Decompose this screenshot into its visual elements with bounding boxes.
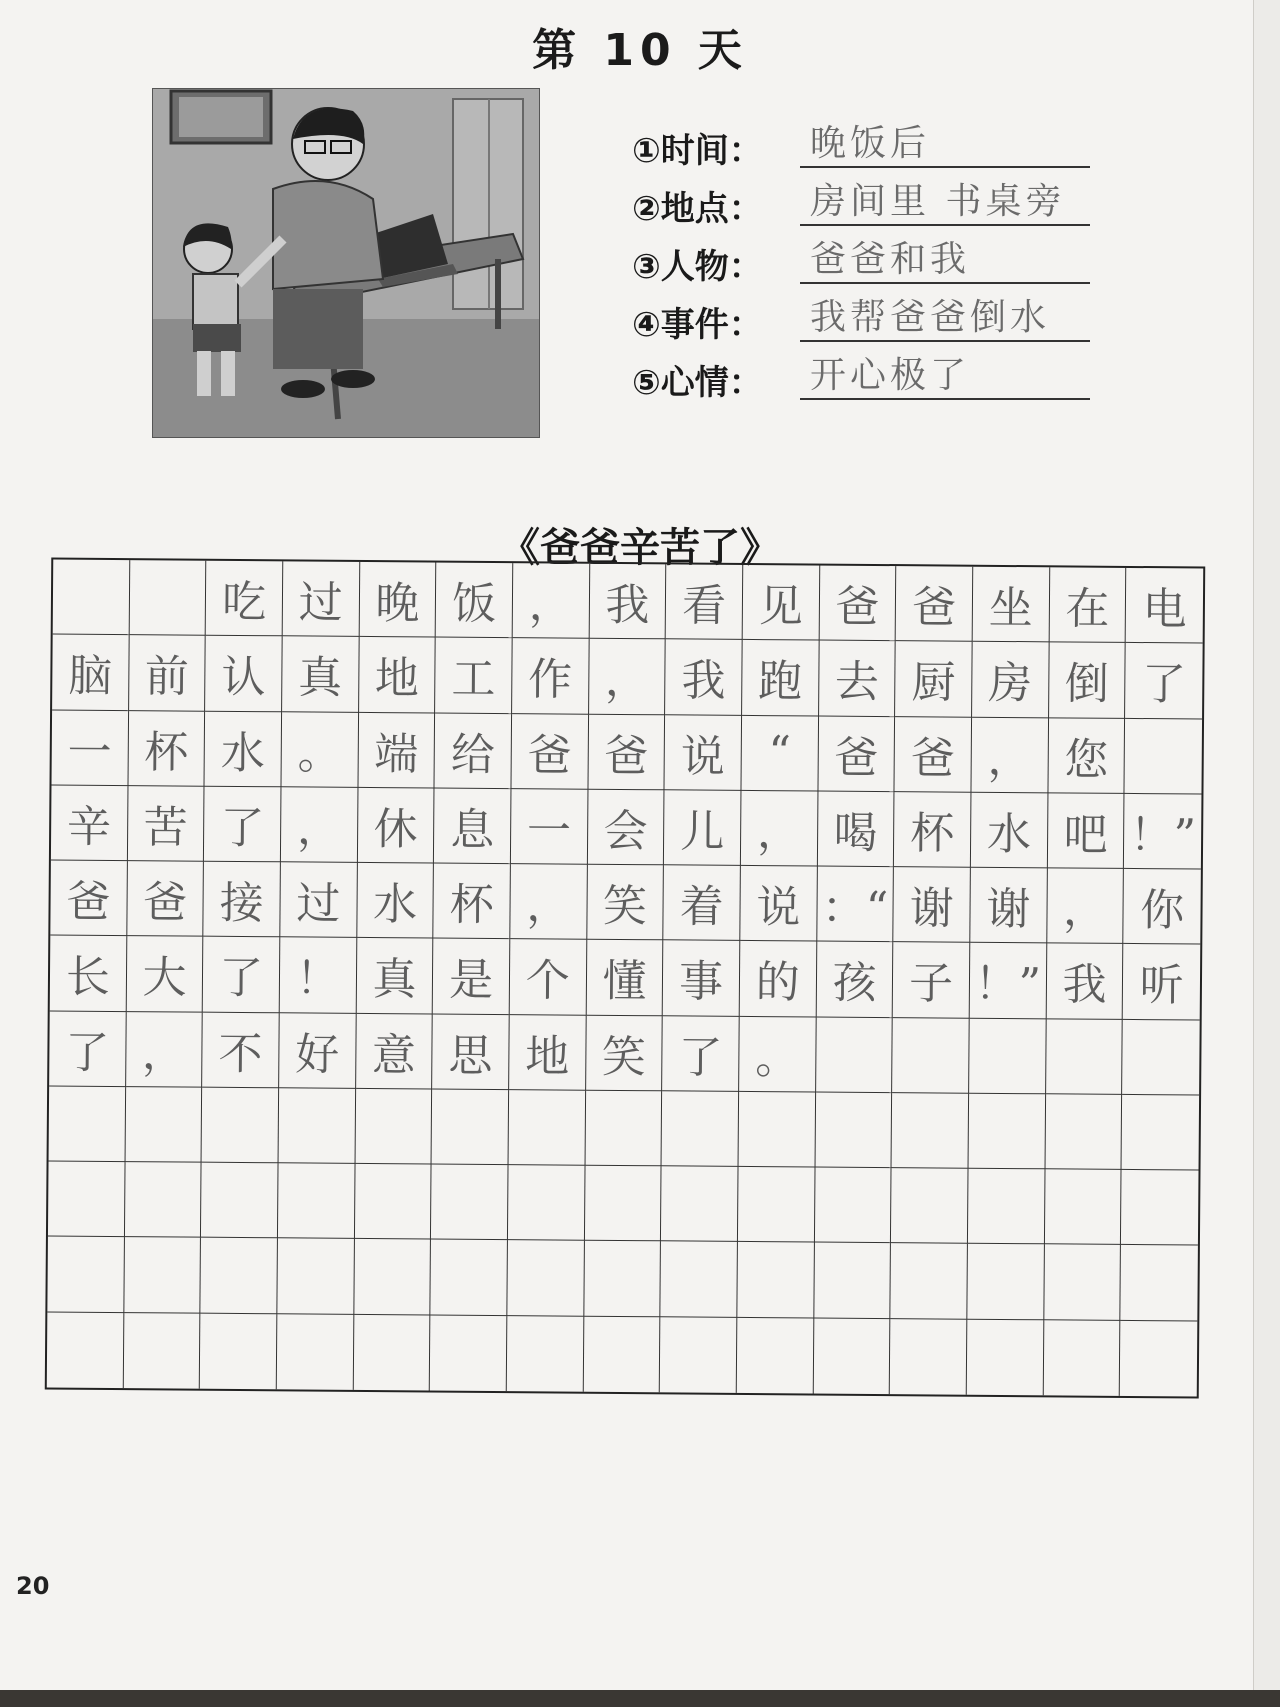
grid-cell: [48, 1162, 125, 1238]
grid-cell: 杯: [128, 711, 205, 787]
grid-cell: 工: [435, 638, 512, 714]
grid-cell: [47, 1312, 124, 1388]
info-section: [632, 118, 1092, 408]
grid-cell: [1043, 1320, 1120, 1396]
grid-cell: [1046, 1019, 1123, 1095]
grid-cell: [739, 1092, 816, 1168]
grid-cell: [431, 1240, 508, 1316]
grid-cell: [737, 1318, 814, 1394]
day-title: 第 10 天: [532, 25, 748, 76]
grid-cell: ，: [1047, 868, 1124, 944]
grid-cell: 地: [509, 1015, 586, 1091]
grid-cell: [1045, 1169, 1122, 1245]
grid-cell: [201, 1238, 278, 1314]
info-value-time: 晚饭后: [810, 123, 931, 164]
grid-cell: [278, 1163, 355, 1239]
grid-cell: 长: [50, 936, 127, 1012]
grid-cell: 杯: [434, 864, 511, 940]
grid-cell: 我: [1046, 944, 1123, 1020]
grid-cell: [1122, 1095, 1199, 1171]
grid-cell: [815, 1092, 892, 1168]
grid-cell: 不: [202, 1012, 279, 1088]
info-label-mood: ⑤心情：: [632, 362, 763, 403]
grid-cell: 谢: [970, 868, 1047, 944]
grid-cell: 大: [126, 936, 203, 1012]
grid-cell: 脑: [52, 635, 129, 711]
grid-cell: 房: [972, 642, 1049, 718]
grid-cell: 笑: [586, 1015, 663, 1091]
grid-cell: ，: [589, 639, 666, 715]
grid-cell: ！”: [1124, 794, 1201, 870]
grid-cell: 喝: [818, 791, 895, 867]
grid-cell: [1120, 1321, 1197, 1397]
grid-cell: 说: [740, 866, 817, 942]
grid-cell: [661, 1166, 738, 1242]
grid-cell: 意: [356, 1014, 433, 1090]
grid-cell: [277, 1314, 354, 1390]
grid-cell: [279, 1088, 356, 1164]
grid-cell: [200, 1313, 277, 1389]
grid-cell: [891, 1168, 968, 1244]
grid-cell: [738, 1167, 815, 1243]
grid-cell: 爸: [896, 566, 973, 642]
grid-cell: “: [741, 715, 818, 791]
info-row-time: [632, 118, 1092, 176]
grid-cell: 过: [283, 561, 360, 637]
grid-cell: [201, 1163, 278, 1239]
grid-cell: ，: [741, 791, 818, 867]
grid-cell: [1122, 1020, 1199, 1096]
illustration-father-and-child: [152, 88, 540, 438]
grid-cell: 您: [1048, 718, 1125, 794]
grid-cell: 思: [432, 1014, 509, 1090]
grid-cell: 爸: [127, 861, 204, 937]
grid-cell: [129, 560, 206, 636]
info-value-people: 爸爸和我: [810, 239, 971, 280]
grid-cell: [202, 1088, 279, 1164]
grid-cell: [1045, 1094, 1122, 1170]
grid-cell: 见: [743, 565, 820, 641]
grid-cell: 晚: [359, 562, 436, 638]
grid-cell: [508, 1165, 585, 1241]
grid-cell: [967, 1244, 1044, 1320]
grid-cell: 水: [205, 711, 282, 787]
grid-cell: [125, 1162, 202, 1238]
answer-line: [800, 398, 1090, 400]
grid-cell: [737, 1242, 814, 1318]
info-label-place: ②地点：: [632, 188, 763, 229]
grid-cell: 电: [1126, 568, 1203, 644]
grid-cell: 了: [49, 1011, 126, 1087]
grid-cell: [124, 1238, 201, 1314]
grid-cell: 认: [205, 636, 282, 712]
grid-cell: [1125, 718, 1202, 794]
grid-cell: 接: [204, 862, 281, 938]
grid-cell: 厨: [895, 641, 972, 717]
grid-cell: 着: [664, 865, 741, 941]
grid-cell: ，: [281, 787, 358, 863]
grid-cell: 孩: [816, 942, 893, 1018]
grid-cell: 。: [281, 712, 358, 788]
grid-cell: [967, 1319, 1044, 1395]
grid-cell: [432, 1089, 509, 1165]
grid-cell: 前: [129, 635, 206, 711]
grid-cell: [125, 1087, 202, 1163]
grid-cell: 吃: [206, 561, 283, 637]
grid-cell: 吧: [1048, 793, 1125, 869]
grid-cell: 爸: [818, 716, 895, 792]
grid-cell: [507, 1241, 584, 1317]
grid-cell: [660, 1317, 737, 1393]
grid-cell: ，: [510, 864, 587, 940]
grid-cell: 我: [665, 640, 742, 716]
grid-cell: 我: [589, 564, 666, 640]
grid-cell: 个: [510, 939, 587, 1015]
grid-cell: [123, 1313, 200, 1389]
info-row-event: [632, 292, 1092, 350]
grid-cell: 一: [51, 710, 128, 786]
grid-cell: 了: [204, 787, 281, 863]
grid-cell: [355, 1164, 432, 1240]
grid-cell: 懂: [586, 940, 663, 1016]
grid-cell: 爸: [895, 717, 972, 793]
grid-cell: [47, 1237, 124, 1313]
grid-cell: [813, 1318, 890, 1394]
grid-cell: 笑: [587, 865, 664, 941]
grid-cell: 你: [1124, 869, 1201, 945]
grid-cell: 去: [819, 641, 896, 717]
grid-cell: 真: [356, 938, 433, 1014]
grid-cell: 了: [203, 937, 280, 1013]
grid-cell: 是: [433, 939, 510, 1015]
grid-cell: 了: [1125, 643, 1202, 719]
info-value-mood: 开心极了: [810, 355, 971, 396]
grid-cell: [431, 1165, 508, 1241]
info-label-time: ①时间：: [632, 130, 763, 171]
info-value-place: 房间里 书桌旁: [810, 181, 1066, 222]
answer-line: [800, 166, 1090, 168]
grid-cell: 给: [435, 713, 512, 789]
grid-cell: [968, 1169, 1045, 1245]
grid-cell: 听: [1123, 944, 1200, 1020]
info-row-place: [632, 176, 1092, 234]
grid-cell: 倒: [1049, 643, 1126, 719]
answer-line: [800, 224, 1090, 226]
grid-cell: [585, 1166, 662, 1242]
grid-cell: [890, 1319, 967, 1395]
grid-cell: 事: [663, 941, 740, 1017]
grid-cell: 爸: [819, 566, 896, 642]
grid-cell: 了: [662, 1016, 739, 1092]
grid-cell: 爸: [50, 861, 127, 937]
info-value-event: 我帮爸爸倒水: [810, 297, 1051, 338]
grid-cell: [1044, 1245, 1121, 1321]
grid-cell: 跑: [742, 640, 819, 716]
grid-cell: [662, 1091, 739, 1167]
info-row-mood: [632, 350, 1092, 408]
grid-cell: [969, 1018, 1046, 1094]
grid-cell: 会: [588, 790, 665, 866]
grid-cell: 端: [358, 712, 435, 788]
grid-cell: 息: [434, 788, 511, 864]
grid-cell: [661, 1242, 738, 1318]
grid-cell: [353, 1315, 430, 1391]
info-label-people: ③人物：: [632, 246, 763, 287]
grid-cell: 辛: [51, 785, 128, 861]
grid-cell: 作: [512, 638, 589, 714]
grid-cell: [815, 1168, 892, 1244]
grid-cell: [430, 1315, 507, 1391]
info-label-event: ④事件：: [632, 304, 763, 345]
grid-cell: [355, 1089, 432, 1165]
grid-cell: [585, 1091, 662, 1167]
adjacent-page-edge: [1253, 0, 1280, 1690]
answer-line: [800, 340, 1090, 342]
grid-cell: [277, 1239, 354, 1315]
grid-cell: 。: [739, 1017, 816, 1093]
grid-cell: 爸: [511, 714, 588, 790]
grid-cell: 饭: [436, 563, 513, 639]
grid-cell: 水: [357, 863, 434, 939]
grid-cell: 看: [666, 564, 743, 640]
writing-grid: [45, 557, 1205, 1398]
grid-cell: [816, 1017, 893, 1093]
grid-cell: ，: [971, 717, 1048, 793]
grid-cell: 过: [280, 862, 357, 938]
grid-cell: 在: [1049, 567, 1126, 643]
grid-cell: [891, 1244, 968, 1320]
grid-cell: 水: [971, 793, 1048, 869]
grid-cell: 坐: [973, 567, 1050, 643]
grid-cell: [968, 1094, 1045, 1170]
grid-cells: [45, 557, 1205, 1398]
grid-cell: 子: [893, 942, 970, 1018]
grid-cell: [892, 1093, 969, 1169]
answer-line: [800, 282, 1090, 284]
illustration-drawing: [153, 89, 539, 437]
grid-cell: [1121, 1170, 1198, 1246]
grid-cell: [583, 1316, 660, 1392]
grid-cell: 杯: [894, 792, 971, 868]
grid-cell: 休: [358, 788, 435, 864]
grid-cell: 好: [279, 1013, 356, 1089]
grid-cell: 真: [282, 637, 359, 713]
grid-cell: ，: [126, 1012, 203, 1088]
grid-cell: [507, 1316, 584, 1392]
grid-cell: ！: [280, 938, 357, 1014]
grid-cell: [814, 1243, 891, 1319]
grid-cell: [584, 1241, 661, 1317]
grid-cell: [354, 1239, 431, 1315]
grid-cell: ，: [513, 563, 590, 639]
grid-cell: 地: [359, 637, 436, 713]
grid-cell: 爸: [588, 714, 665, 790]
grid-cell: [892, 1018, 969, 1094]
grid-cell: [49, 1086, 126, 1162]
grid-cell: 儿: [664, 790, 741, 866]
grid-cell: [53, 559, 130, 635]
grid-cell: [509, 1090, 586, 1166]
page-number: 20: [16, 1572, 50, 1600]
info-row-people: [632, 234, 1092, 292]
grid-cell: 说: [665, 715, 742, 791]
grid-cell: [1121, 1245, 1198, 1321]
grid-cell: 一: [511, 789, 588, 865]
essay-title: 《爸爸辛苦了》: [500, 525, 780, 571]
grid-cell: 苦: [128, 786, 205, 862]
grid-cell: 谢: [894, 867, 971, 943]
grid-cell: ！”: [970, 943, 1047, 1019]
grid-cell: 的: [740, 941, 817, 1017]
grid-cell: ：“: [817, 867, 894, 943]
